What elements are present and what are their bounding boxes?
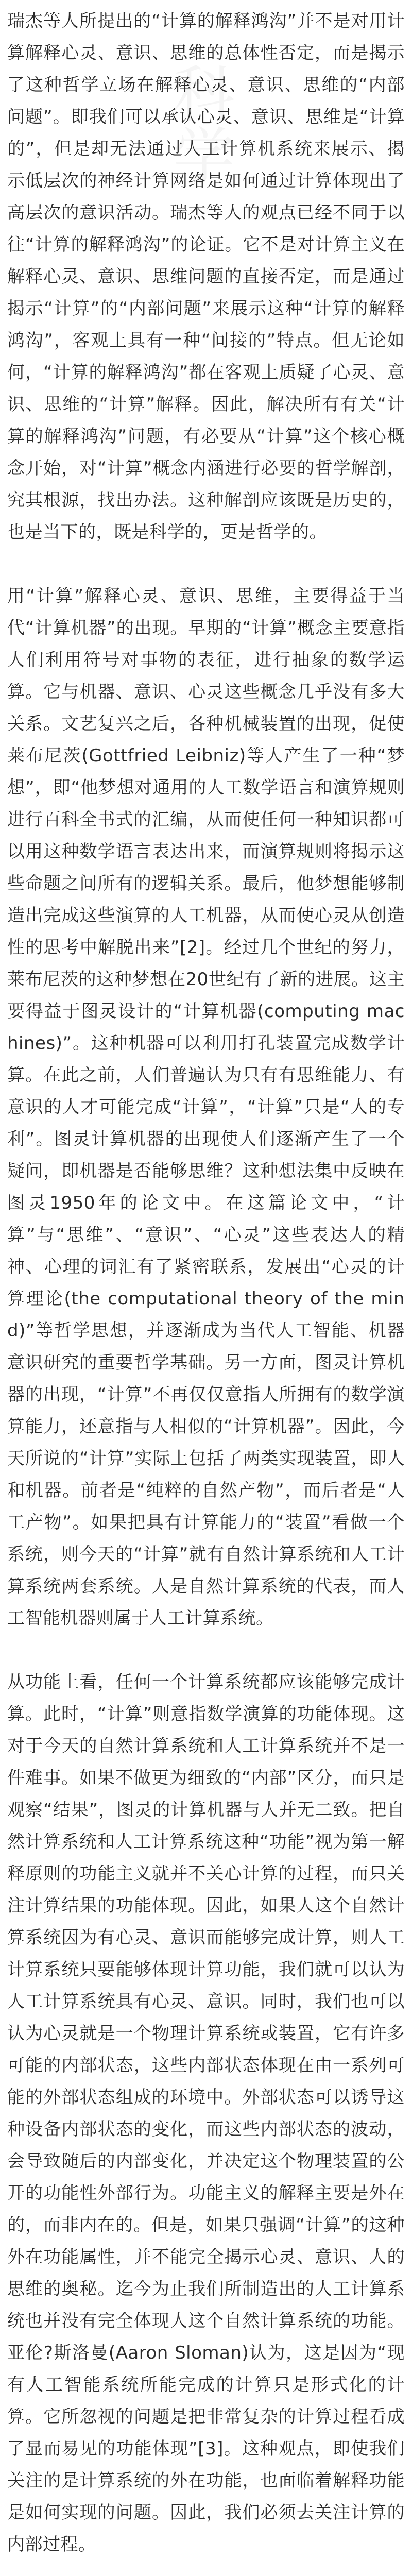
article-paragraph-1: 瑞杰等人所提出的“计算的解释鸿沟”并不是对用计算解释心灵、意识、思维的总体性否定，而是揭示了这种哲学立场在解释心灵、意识、思维的“内部问题”。即我们可以承认心灵、意识、思维是“计算的”，但是却无法通过人工计算机系统来展示、揭示低层次的神经计算网络是如何通过计算体现出了高层次的意识活动。瑞杰等人的观点已经不同于以往“计算的解释鸿沟”的论证。它不是对计算主义在解释心灵、意识、思维问题的直接否定，而是通过揭示“计算”的“内部问题”来展示这种“计算的解释鸿沟”，客观上具有一种“间接的”特点。但无论如何，“计算的解释鸿沟”都在客观上质疑了心灵、意识、思维的“计算”解释。因此，解决所有有关“计算的解释鸿沟”问题，有必要从“计算”这个核心概念开始，对“计算”概念内涵进行必要的哲学解剖，究其根源，找出办法。这种解剖应该既是历史的，也是当下的，既是科学的，更是哲学的。 (7, 11, 405, 543)
article-paragraph-3: 从功能上看，任何一个计算系统都应该能够完成计算。此时，“计算”则意指数学演算的功能体现。这对于今天的自然计算系统和人工计算系统并不是一件难事。如果不做更为细致的“内部”区分，而只是观察“结果”，图灵的计算机器与人并无二致。把自然计算系统和人工计算系统这种“功能”视为第一解释原则的功能主义就并不关心计算的过程，而只关注计算结果的功能体现。因此，如果人这个自然计算系统因为有心灵、意识而能够完成计算，则人工计算系统只要能够体现计算功能，我们就可以认为人工计算系统具有心灵、意识。同时，我们也可以认为心灵就是一个物理计算系统或装置，它有许多可能的内部状态，这些内部状态体现在由一系列可能的外部状态组成的环境中。外部状态可以诱导这种设备内部状态的变化，而这些内部状态的波动，会导致随后的内部变化，并决定这个物理装置的公开的功能性外部行为。功能主义的解释主要是外在的，而非内在的。但是，如果只强调“计算”的这种外在功能属性，并不能完全揭示心灵、意识、人的思维的奥秘。迄今为止我们所制造出的人工计算系统也并没有完全体现人这个自然计算系统的功能。亚伦?斯洛曼(Aaron Sloman)认为，这是因为“现有人工智能系统所能完成的计算只是形式化的计算。它所忽视的问题是把非常复杂的计算过程看成了显而易见的功能体现”[3]。这种观点，即使我们关注的是计算系统的外在功能，也面临着解释功能是如何实现的问题。因此，我们必须去关注计算的内部过程。 (7, 1672, 405, 2555)
article-paragraph-2: 用“计算”解释心灵、意识、思维，主要得益于当代“计算机器”的出现。早期的“计算”概念主要意指人们利用符号对事物的表征，进行抽象的数学运算。它与机器、意识、心灵这些概念几乎没有多大关系。文艺复兴之后，各种机械装置的出现，促使莱布尼茨(Gottfried Leibniz)等人产生了一种“梦想”，即“他梦想对通用的人工数学语言和演算规则进行百科全书式的汇编，从而使任何一种知识都可以用这种数学语言表达出来，而演算规则将揭示这些命题之间所有的逻辑关系。最后，他梦想能够制造出完成这些演算的人工机器，从而使心灵从创造性的思考中解脱出来”[2]。经过几个世纪的努力，莱布尼茨的这种梦想在20世纪有了新的进展。这主要得益于图灵设计的“计算机器(computing machines)”。这种机器可以利用打孔装置完成数学计算。在此之前，人们普遍认为只有有思维能力、有意识的人才可能完成“计算”，“计算”只是“人的专利”。图灵计算机器的出现使人们逐渐产生了一个疑问，即机器是否能够思维？这种想法集中反映在图灵1950年的论文中。在这篇论文中，“计算”与“思维”、“意识”、“心灵”这些表达人的精神、心理的词汇有了紧密联系，发展出“心灵的计算理论(the computational theory of the mind)”等哲学思想，并逐渐成为当代人工智能、机器意识研究的重要哲学基础。另一方面，图灵计算机器的出现，“计算”不再仅仅意指人所拥有的数学演算能力，还意指与人相似的“计算机器”。因此，今天所说的“计算”实际上包括了两类实现装置，即人和机器。前者是“纯粹的自然产物”，而后者是“人工产物”。如果把具有计算能力的“装置”看做一个系统，则今天的“计算”就有自然计算系统和人工计算系统两套系统。人是自然计算系统的代表，而人工智能机器则属于人工计算系统。 (7, 586, 405, 1629)
